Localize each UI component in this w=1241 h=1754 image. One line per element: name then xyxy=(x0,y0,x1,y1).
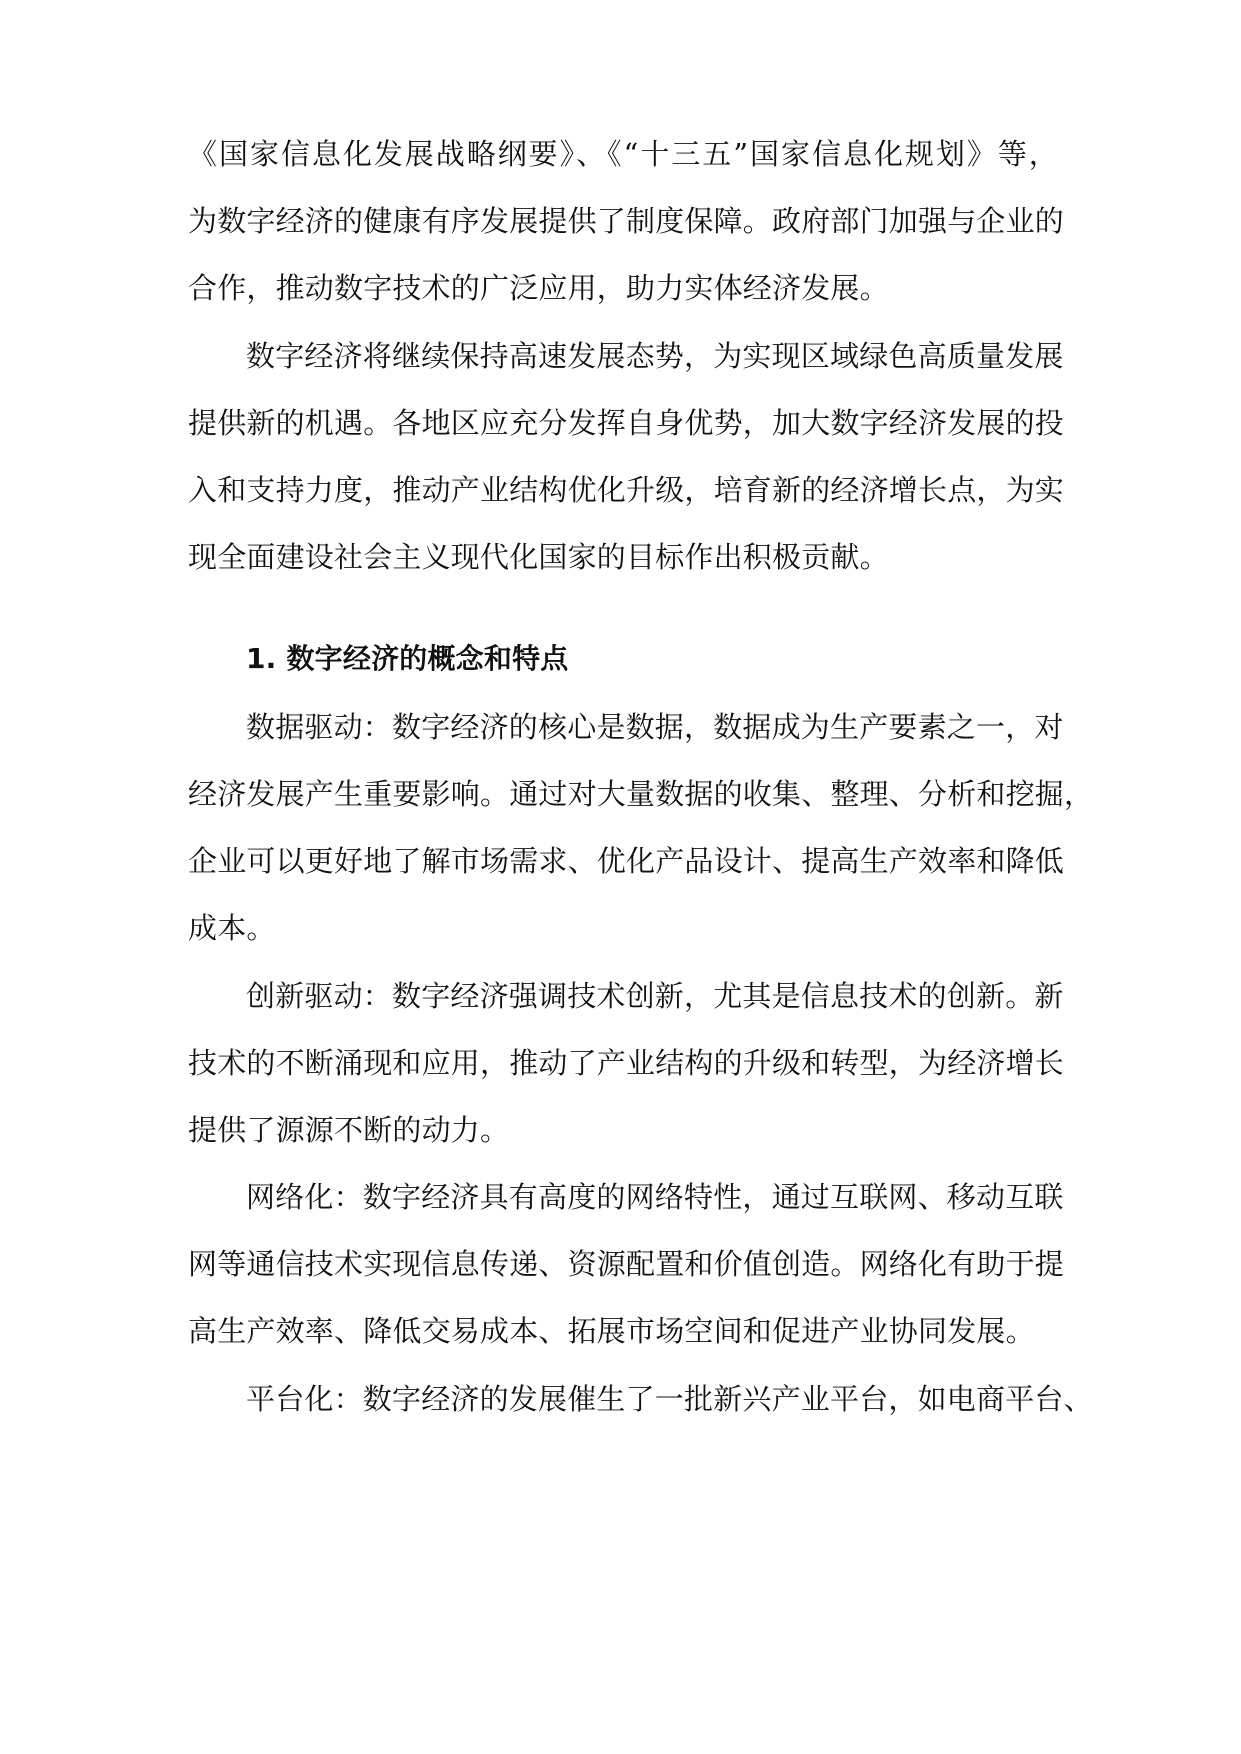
paragraph-2-line-3: 入和支持力度，推动产业结构优化升级，培育新的经济增长点，为实 xyxy=(188,473,1065,507)
paragraph-3-line-3: 企业可以更好地了解市场需求、优化产品设计、提高生产效率和降低 xyxy=(188,844,1065,878)
paragraph-5-line-1: 网络化：数字经济具有高度的网络特性，通过互联网、移动互联 xyxy=(246,1180,1064,1214)
paragraph-2-line-1: 数字经济将继续保持高速发展态势，为实现区域绿色高质量发展 xyxy=(246,339,1064,373)
paragraph-1-line-1: 《国家信息化发展战略纲要》、《“十三五”国家信息化规划》等， xyxy=(188,137,1058,171)
paragraph-4-line-2: 技术的不断涌现和应用，推动了产业结构的升级和转型，为经济增长 xyxy=(188,1046,1065,1080)
paragraph-3-line-4: 成本。 xyxy=(188,911,276,945)
paragraph-4-line-3: 提供了源源不断的动力。 xyxy=(188,1113,510,1147)
paragraph-2-line-4: 现全面建设社会主义现代化国家的目标作出积极贡献。 xyxy=(188,540,889,574)
paragraph-3-line-1: 数据驱动：数字经济的核心是数据，数据成为生产要素之一，对 xyxy=(246,710,1064,744)
paragraph-5-line-3: 高生产效率、降低交易成本、拓展市场空间和促进产业协同发展。 xyxy=(188,1314,1035,1348)
paragraph-1-line-2: 为数字经济的健康有序发展提供了制度保障。政府部门加强与企业的 xyxy=(188,204,1065,238)
paragraph-6-line-1: 平台化：数字经济的发展催生了一批新兴产业平台，如电商平台、 xyxy=(246,1382,1093,1416)
paragraph-4-line-1: 创新驱动：数字经济强调技术创新，尤其是信息技术的创新。新 xyxy=(246,979,1064,1013)
paragraph-2-line-2: 提供新的机遇。各地区应充分发挥自身优势，加大数字经济发展的投 xyxy=(188,406,1065,440)
paragraph-1-line-3: 合作，推动数字技术的广泛应用，助力实体经济发展。 xyxy=(188,271,889,305)
section-heading: 1. 数字经济的概念和特点 xyxy=(246,642,569,675)
paragraph-3-line-2: 经济发展产生重要影响。通过对大量数据的收集、整理、分析和挖掘， xyxy=(188,777,1094,811)
paragraph-5-line-2: 网等通信技术实现信息传递、资源配置和价值创造。网络化有助于提 xyxy=(188,1247,1065,1281)
